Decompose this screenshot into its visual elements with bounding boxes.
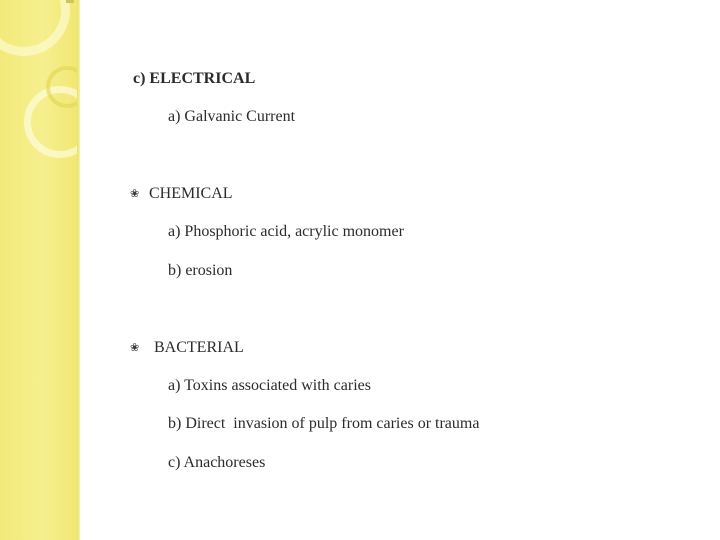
electrical-heading: c) ELECTRICAL (133, 70, 256, 87)
bacterial-item-1: a) Toxins associated with caries (168, 377, 371, 394)
decorative-ring-top (0, 0, 70, 56)
decorative-tick (66, 0, 74, 3)
ribbon-bullet-icon: ❀ (130, 342, 140, 354)
decorative-side-panel (0, 0, 79, 540)
bacterial-item-3: c) Anachoreses (168, 454, 266, 471)
bacterial-item-2: b) Direct invasion of pulp from caries or trauma (168, 415, 480, 432)
chemical-heading: CHEMICAL (149, 185, 233, 202)
galvanic-current-item: a) Galvanic Current (168, 108, 296, 125)
chemical-item-2: b) erosion (168, 262, 233, 279)
chemical-item-1: a) Phosphoric acid, acrylic monomer (168, 223, 404, 240)
ribbon-bullet-icon: ❀ (130, 188, 140, 200)
side-panel-edge (77, 0, 80, 540)
bacterial-heading: BACTERIAL (154, 339, 244, 356)
